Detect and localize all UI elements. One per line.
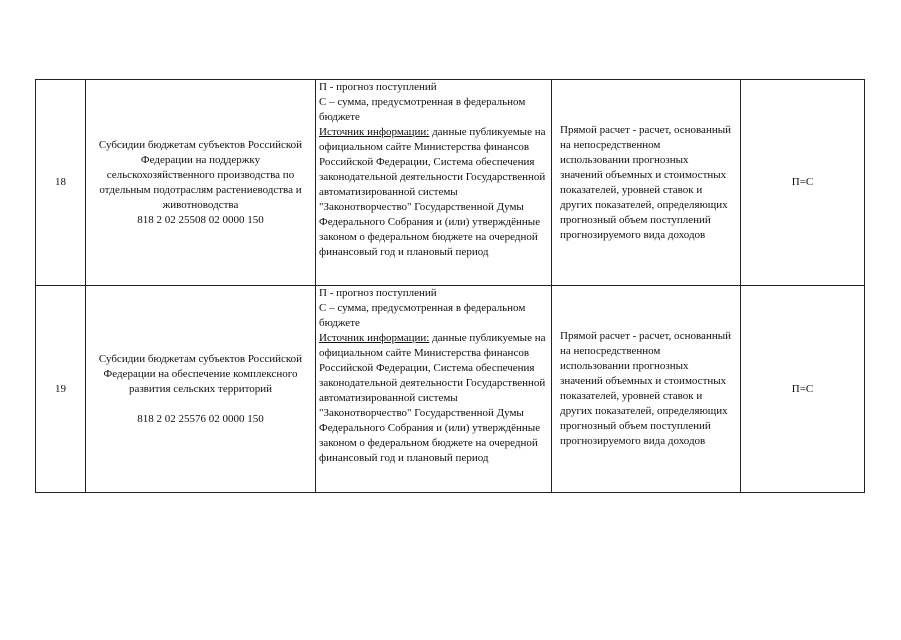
calculation-info-cell (316, 286, 552, 493)
info-forecast-line: П - прогноз поступлений (319, 81, 437, 93)
row-number: 18 (36, 80, 86, 286)
info-sum-line: С – сумма, предусмотренная в федеральном бюджете (319, 96, 526, 123)
table-row (36, 80, 865, 286)
row-number: 19 (36, 286, 86, 493)
info-source-label: Источник информации: (319, 126, 430, 138)
info-source-text: данные публикуемые на официальном сайте Министерства финансов Российской Федерации, Система обеспечения законодательной деятельности Государственной автоматизированной системы "Законотворчество" Государственной Думы Федерального Собрания и (или) утверждённые законом о федеральном бюджете на очередной финансовый год и плановый период (319, 332, 546, 464)
info-source-text: данные публикуемые на официальном сайте Министерства финансов Российской Федерации, Система обеспечения законодательной деятельности Государственной автоматизированной системы "Законотворчество" Государственной Думы Федерального Собрания и (или) утверждённые законом о федеральном бюджете на очередной финансовый год и плановый период (319, 126, 546, 258)
budget-classification-code: 818 2 02 25576 02 0000 150 (137, 412, 264, 425)
revenue-name: Субсидии бюджетам субъектов Российской Федерации на поддержку сельскохозяйственного производства по отдельным подотраслям растениеводства и животноводства (98, 138, 303, 211)
calculation-method: Прямой расчет - расчет, основанный на непосредственном использовании прогнозных значений объемных и стоимостных показателей, уровней ставок и других показателей, определяющих прогнозный объем поступлений прогнозируемого вида доходов (552, 80, 741, 286)
info-source-label: Источник информации: (319, 332, 430, 344)
revenue-forecast-table (35, 79, 865, 493)
revenue-name: Субсидии бюджетам субъектов Российской Федерации на обеспечение комплексного развития сельских территорий (98, 352, 303, 395)
info-sum-line: С – сумма, предусмотренная в федеральном бюджете (319, 302, 526, 329)
budget-classification-code: 818 2 02 25508 02 0000 150 (137, 213, 264, 226)
calculation-info-cell (316, 80, 552, 286)
calculation-method: Прямой расчет - расчет, основанный на непосредственном использовании прогнозных значений объемных и стоимостных показателей, уровней ставок и других показателей, определяющих прогнозный объем поступлений прогнозируемого вида доходов (552, 286, 741, 493)
revenue-name-cell (86, 286, 316, 493)
revenue-name-cell (86, 80, 316, 286)
spacer (86, 397, 315, 412)
info-forecast-line: П - прогноз поступлений (319, 287, 437, 299)
calculation-formula: П=С (741, 80, 865, 286)
calculation-formula: П=С (741, 286, 865, 493)
table-row (36, 286, 865, 493)
